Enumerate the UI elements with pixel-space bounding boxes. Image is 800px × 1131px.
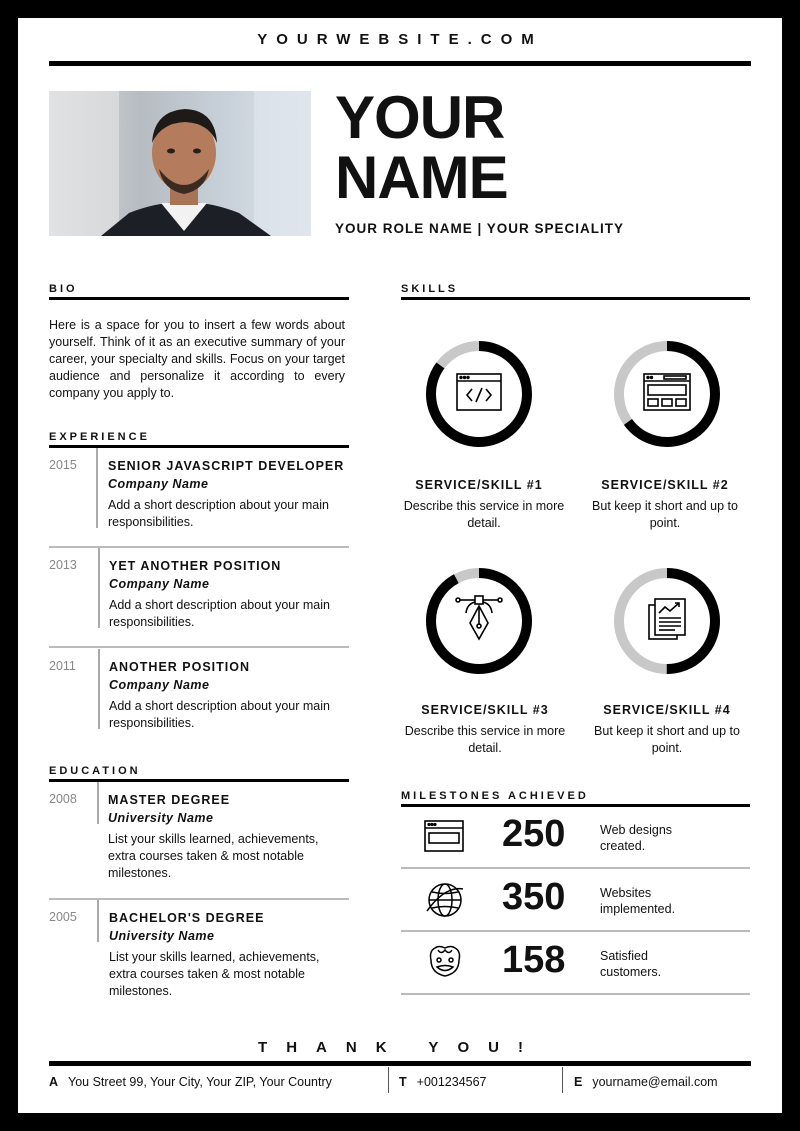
footer-rule xyxy=(49,1061,751,1066)
phone-label: T xyxy=(399,1075,407,1089)
timeline-line xyxy=(98,548,100,628)
contact-separator xyxy=(562,1067,563,1093)
name-line-2: NAME xyxy=(335,144,508,211)
webpage-layout-icon xyxy=(644,374,690,410)
entry-year: 2011 xyxy=(49,659,76,673)
address-text: You Street 99, Your City, Your ZIP, Your Country xyxy=(68,1075,332,1089)
code-window-icon xyxy=(457,374,501,410)
milestone-value: 158 xyxy=(502,939,566,981)
entry-company: Company Name xyxy=(109,577,210,591)
address-label: A xyxy=(49,1075,59,1089)
entry-school: University Name xyxy=(109,929,215,943)
contact-separator xyxy=(388,1067,389,1093)
phone-field xyxy=(399,1075,487,1089)
timeline-line xyxy=(97,782,99,824)
bio-heading: BIO xyxy=(49,283,78,295)
skill-description: But keep it short and up to point. xyxy=(592,499,738,530)
report-chart-icon xyxy=(649,599,685,639)
divider xyxy=(49,646,349,648)
entry-title: YET ANOTHER POSITION xyxy=(109,559,282,573)
entry-description: Add a short description about your main responsibilities. xyxy=(108,498,329,529)
divider xyxy=(49,546,349,548)
name-line-1: YOUR xyxy=(335,84,505,151)
entry-description: Add a short description about your main responsibilities. xyxy=(109,699,330,730)
resume-page xyxy=(18,18,782,1113)
milestone-label-line: Web designs xyxy=(600,823,673,837)
header-rule xyxy=(49,61,751,66)
divider xyxy=(401,993,750,995)
milestone-label-line: customers. xyxy=(600,965,662,979)
skills-rule xyxy=(401,297,750,300)
skill-ring-4 xyxy=(609,563,725,679)
person-name xyxy=(335,84,508,211)
entry-year: 2008 xyxy=(49,792,77,806)
entry-school: University Name xyxy=(108,811,214,825)
website-url[interactable]: YOURWEBSITE.COM xyxy=(257,31,543,48)
skills-heading: SKILLS xyxy=(401,283,459,295)
entry-year: 2013 xyxy=(49,558,77,572)
entry-title: ANOTHER POSITION xyxy=(109,660,251,674)
globe-icon xyxy=(426,881,464,919)
skill-title: SERVICE/SKILL #1 xyxy=(415,478,543,492)
entry-title: BACHELOR'S DEGREE xyxy=(109,911,265,925)
skill-ring-3 xyxy=(421,563,537,679)
thank-you-text: THANK YOU! xyxy=(258,1039,542,1056)
email-label: E xyxy=(574,1075,583,1089)
skill-title: SERVICE/SKILL #4 xyxy=(603,703,731,717)
entry-company: Company Name xyxy=(108,477,209,491)
experience-heading: EXPERIENCE xyxy=(49,431,150,443)
milestone-label xyxy=(600,948,661,980)
milestone-label xyxy=(600,822,672,854)
milestone-label-line: implemented. xyxy=(600,902,676,916)
milestone-label-line: created. xyxy=(600,839,646,853)
address-field xyxy=(49,1075,332,1089)
profile-photo xyxy=(49,91,311,236)
skill-title: SERVICE/SKILL #2 xyxy=(601,478,729,492)
happy-face-icon xyxy=(426,943,464,981)
timeline-line xyxy=(97,900,99,942)
pen-tool-icon xyxy=(456,596,502,639)
divider xyxy=(401,930,750,932)
education-rule xyxy=(49,779,349,782)
experience-rule xyxy=(49,445,349,448)
entry-year: 2015 xyxy=(49,458,77,472)
entry-description: List your skills learned, achievements, extra courses taken & most notable milestones. xyxy=(108,832,319,880)
milestones-heading: MILESTONES ACHIEVED xyxy=(401,790,589,802)
timeline-line xyxy=(98,649,100,729)
entry-description: List your skills learned, achievements, extra courses taken & most notable milestones. xyxy=(109,950,320,998)
skill-description: Describe this service in more detail. xyxy=(404,724,566,755)
divider xyxy=(401,867,750,869)
skill-title: SERVICE/SKILL #3 xyxy=(421,703,549,717)
skill-description: But keep it short and up to point. xyxy=(594,724,740,755)
bio-rule xyxy=(49,297,349,300)
entry-company: Company Name xyxy=(109,678,210,692)
milestone-label-line: Websites xyxy=(600,886,652,900)
phone-text[interactable]: +001234567 xyxy=(416,1075,487,1089)
education-heading: EDUCATION xyxy=(49,765,141,777)
milestones-rule xyxy=(401,804,750,807)
email-field xyxy=(574,1075,718,1089)
milestone-value: 350 xyxy=(502,876,566,918)
timeline-line xyxy=(96,448,98,528)
milestone-label xyxy=(600,885,675,917)
role-title: YOUR ROLE NAME | YOUR SPECIALITY xyxy=(335,221,625,236)
entry-year: 2005 xyxy=(49,910,77,924)
email-text[interactable]: yourname@email.com xyxy=(592,1075,718,1089)
bio-text: Here is a space for you to insert a few words about yourself. Think of it as an executive summary of your career, your specialty and skills. Focus on your target audience and personalize it according to every company you apply to. xyxy=(49,318,345,400)
entry-title: MASTER DEGREE xyxy=(108,793,231,807)
entry-title: SENIOR JAVASCRIPT DEVELOPER xyxy=(108,459,345,473)
skill-ring-1 xyxy=(421,336,537,452)
skill-ring-2 xyxy=(609,336,725,452)
milestone-value: 250 xyxy=(502,813,566,855)
skill-description: Describe this service in more detail. xyxy=(403,499,565,530)
divider xyxy=(49,898,349,900)
entry-description: Add a short description about your main responsibilities. xyxy=(109,598,330,629)
browser-window-icon xyxy=(423,819,465,853)
milestone-label-line: Satisfied xyxy=(600,949,648,963)
